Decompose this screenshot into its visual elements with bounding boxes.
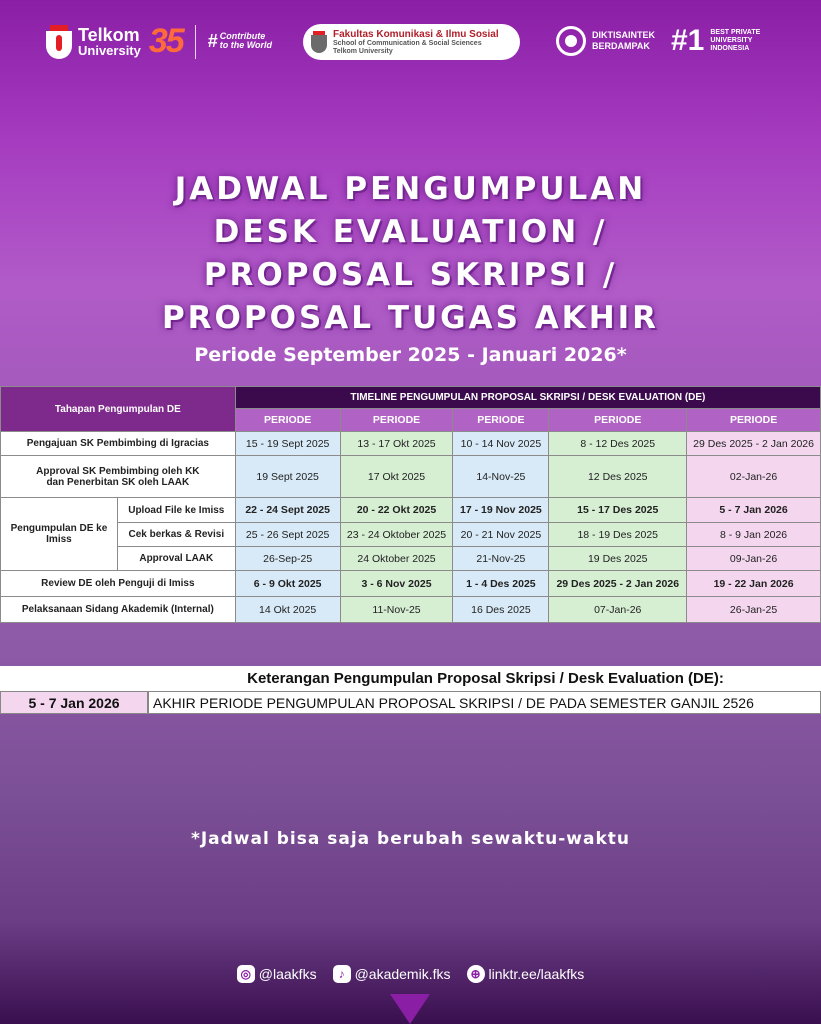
table-cell: 19 Sept 2025 <box>235 456 340 498</box>
table-cell: 14-Nov-25 <box>453 456 549 498</box>
table-row <box>1 523 821 547</box>
best-line2: UNIVERSITY <box>710 36 753 44</box>
row-label-line2: dan Penerbitan SK oleh LAAK <box>46 476 190 488</box>
instagram-icon: ◎ <box>237 965 255 983</box>
partner-logos <box>556 24 760 58</box>
dikti-line1: DIKTISAINTEK <box>592 30 655 41</box>
table-cell: 09-Jan-26 <box>687 547 821 571</box>
table-cell: 16 Des 2025 <box>453 597 549 623</box>
table-row <box>1 498 821 523</box>
row-label: Approval LAAK <box>117 547 235 571</box>
row-label <box>1 456 236 498</box>
table-row <box>1 432 821 456</box>
table-cell: 19 Des 2025 <box>549 547 687 571</box>
tu-name-line2: University <box>78 43 141 58</box>
periode-header-5: PERIODE <box>687 409 821 432</box>
table-cell: 24 Oktober 2025 <box>340 547 453 571</box>
table-cell: 17 Okt 2025 <box>340 456 453 498</box>
keterangan-description: AKHIR PERIODE PENGUMPULAN PROPOSAL SKRIPSI / DE PADA SEMESTER GANJIL 2526 <box>148 691 821 714</box>
fks-logo-pill <box>303 24 520 60</box>
globe-icon: ⊕ <box>467 965 485 983</box>
timeline-header: TIMELINE PENGUMPULAN PROPOSAL SKRIPSI / DESK EVALUATION (DE) <box>235 387 820 409</box>
title-line-2: DESK EVALUATION / <box>213 214 608 250</box>
contribute-hash: # <box>207 31 218 52</box>
table-cell: 15 - 17 Des 2025 <box>549 498 687 523</box>
table-cell: 23 - 24 Oktober 2025 <box>340 523 453 547</box>
title-line-3: PROPOSAL SKRIPSI / <box>203 257 618 293</box>
contribute-tagline <box>208 32 272 51</box>
keterangan-title: Keterangan Pengumpulan Proposal Skripsi / Desk Evaluation (DE): <box>0 666 821 691</box>
table-cell: 02-Jan-26 <box>687 456 821 498</box>
fks-university: Telkom University <box>333 47 393 55</box>
table-cell: 10 - 14 Nov 2025 <box>453 432 549 456</box>
fks-name: Fakultas Komunikasi & Ilmu Sosial <box>333 28 499 40</box>
table-row <box>1 456 821 498</box>
table-cell: 22 - 24 Sept 2025 <box>235 498 340 523</box>
tiktok-link[interactable] <box>333 965 451 983</box>
telkom-university-logo <box>46 22 272 61</box>
fks-logo-icon <box>311 31 327 53</box>
table-cell: 20 - 21 Nov 2025 <box>453 523 549 547</box>
table-cell: 12 Des 2025 <box>549 456 687 498</box>
table-cell: 07-Jan-26 <box>549 597 687 623</box>
tiktok-handle: @akademik.fks <box>354 966 451 982</box>
group-label <box>1 498 118 571</box>
best-line1: BEST PRIVATE <box>710 28 761 36</box>
instagram-link[interactable] <box>237 965 317 983</box>
instagram-handle: @laakfks <box>258 966 317 982</box>
tu-name-line1: Telkom <box>78 25 140 45</box>
linktree-link[interactable] <box>467 965 585 983</box>
social-footer <box>0 960 821 988</box>
table-cell: 15 - 19 Sept 2025 <box>235 432 340 456</box>
periode-header-4: PERIODE <box>549 409 687 432</box>
periode-header-1: PERIODE <box>235 409 340 432</box>
schedule-table <box>0 386 821 623</box>
diktisaintek-icon <box>556 26 586 56</box>
table-cell: 26-Sep-25 <box>235 547 340 571</box>
table-cell: 8 - 9 Jan 2026 <box>687 523 821 547</box>
linktree-url: linktr.ee/laakfks <box>488 966 585 982</box>
table-cell: 29 Des 2025 - 2 Jan 2026 <box>549 571 687 597</box>
table-cell: 18 - 19 Des 2025 <box>549 523 687 547</box>
table-row <box>1 597 821 623</box>
telkom-logo-icon <box>46 25 72 59</box>
row-label: Pelaksanaan Sidang Akademik (Internal) <box>1 597 236 623</box>
dikti-line2: BERDAMPAK <box>592 41 650 51</box>
group-label-line2: Imiss <box>46 534 72 545</box>
table-cell: 17 - 19 Nov 2025 <box>453 498 549 523</box>
table-cell: 20 - 22 Okt 2025 <box>340 498 453 523</box>
rank-badge: #1 <box>671 24 705 57</box>
bottom-notch-decoration <box>390 994 430 1024</box>
table-row <box>1 547 821 571</box>
table-cell: 11-Nov-25 <box>340 597 453 623</box>
contribute-line1: Contribute <box>219 31 266 42</box>
anniversary-badge: 35 <box>148 22 183 60</box>
table-cell: 29 Des 2025 - 2 Jan 2026 <box>687 432 821 456</box>
periode-header-2: PERIODE <box>340 409 453 432</box>
table-cell: 3 - 6 Nov 2025 <box>340 571 453 597</box>
table-cell: 6 - 9 Okt 2025 <box>235 571 340 597</box>
title-line-1: JADWAL PENGUMPULAN <box>174 171 647 207</box>
header-divider <box>195 25 196 59</box>
table-cell: 8 - 12 Des 2025 <box>549 432 687 456</box>
row-label: Review DE oleh Penguji di Imiss <box>1 571 236 597</box>
periode-header-3: PERIODE <box>453 409 549 432</box>
best-line3: INDONESIA <box>710 45 750 53</box>
tiktok-icon: ♪ <box>333 965 351 983</box>
table-cell: 21-Nov-25 <box>453 547 549 571</box>
row-label: Cek berkas & Revisi <box>117 523 235 547</box>
schedule-note: *Jadwal bisa saja berubah sewaktu-waktu <box>190 829 631 849</box>
row-label: Upload File ke Imiss <box>117 498 235 523</box>
contribute-line2: to the World <box>219 40 273 51</box>
row-label-line1: Approval SK Pembimbing oleh KK <box>36 465 200 477</box>
table-cell: 13 - 17 Okt 2025 <box>340 432 453 456</box>
table-cell: 19 - 22 Jan 2026 <box>687 571 821 597</box>
table-row <box>1 571 821 597</box>
stage-header: Tahapan Pengumpulan DE <box>1 387 236 432</box>
title-line-4: PROPOSAL TUGAS AKHIR <box>161 300 660 336</box>
table-cell: 25 - 26 Sept 2025 <box>235 523 340 547</box>
fks-english-name: School of Communication & Social Sciences <box>333 39 482 47</box>
table-cell: 1 - 4 Des 2025 <box>453 571 549 597</box>
row-label: Pengajuan SK Pembimbing di Igracias <box>1 432 236 456</box>
periode-subtitle: Periode September 2025 - Januari 2026* <box>194 344 627 366</box>
group-label-line1: Pengumpulan DE ke <box>10 523 108 534</box>
keterangan-date: 5 - 7 Jan 2026 <box>0 691 148 714</box>
table-cell: 26-Jan-25 <box>687 597 821 623</box>
table-cell: 14 Okt 2025 <box>235 597 340 623</box>
keterangan-row <box>0 691 821 714</box>
header-bar <box>0 0 821 90</box>
main-title <box>0 168 821 340</box>
table-cell: 5 - 7 Jan 2026 <box>687 498 821 523</box>
